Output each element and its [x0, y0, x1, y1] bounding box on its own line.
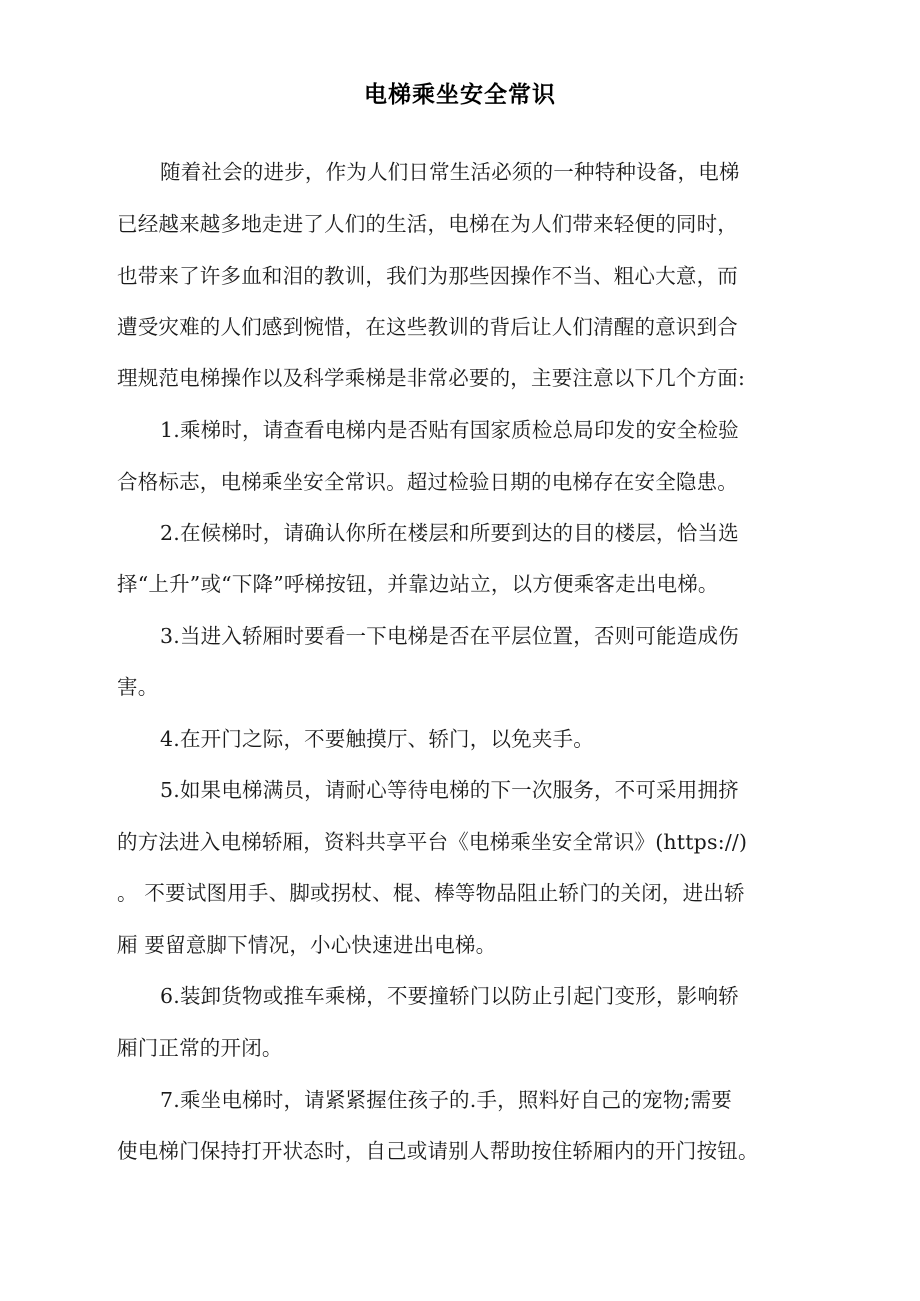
intro-line-1: 随着社会的进步，作为人们日常生活必须的一种特种设备，电梯	[160, 160, 740, 184]
item-6-line-1: 6.装卸货物或推车乘梯，不要撞轿门以防止引起门变形，影响轿	[160, 984, 739, 1008]
item-6-line-2: 厢门正常的开闭。	[117, 1036, 283, 1060]
document-title: 电梯乘坐安全常识	[364, 82, 556, 108]
item-3-line-1: 3.当进入轿厢时要看一下电梯是否在平层位置，否则可能造成伤	[160, 624, 739, 648]
intro-line-4: 遭受灾难的人们感到惋惜，在这些教训的背后让人们清醒的意识到合	[117, 315, 738, 339]
item-2-line-1: 2.在候梯时，请确认你所在楼层和所要到达的目的楼层，恰当选	[160, 521, 739, 545]
item-7-line-2: 使电梯门保持打开状态时，自己或请别人帮助按住轿厢内的开门按钮。	[117, 1139, 759, 1163]
item-1-line-2: 合格标志，电梯乘坐安全常识。超过检验日期的电梯存在安全隐患。	[117, 470, 738, 494]
intro-line-5: 理规范电梯操作以及科学乘梯是非常必要的，主要注意以下几个方面:	[117, 366, 746, 390]
item-5-line-4: 厢 要留意脚下情况，小心快速进出电梯。	[117, 933, 497, 957]
item-4-line-1: 4.在开门之际，不要触摸厅、轿门，以免夹手。	[160, 727, 594, 751]
intro-line-2: 已经越来越多地走进了人们的生活，电梯在为人们带来轻便的同时，	[117, 212, 738, 236]
item-1-line-1: 1.乘梯时，请查看电梯内是否贴有国家质检总局印发的安全检验	[160, 418, 739, 442]
item-5-line-3: 。 不要试图用手、脚或拐杖、棍、棒等物品阻止轿门的关闭，进出轿	[117, 881, 745, 905]
item-2-line-2: 择“上升”或“下降”呼梯按钮，并靠边站立，以方便乘客走出电梯。	[117, 572, 719, 596]
intro-line-3: 也带来了许多血和泪的教训，我们为那些因操作不当、粗心大意，而	[117, 264, 738, 288]
item-7-line-1: 7.乘坐电梯时，请紧紧握住孩子的.手，照料好自己的宠物;需要	[160, 1088, 732, 1112]
item-5-line-1: 5.如果电梯满员，请耐心等待电梯的下一次服务，不可采用拥挤	[160, 778, 739, 802]
item-3-line-2: 害。	[117, 675, 159, 699]
item-5-line-2: 的方法进入电梯轿厢，资料共享平台《电梯乘坐安全常识》(https://)	[117, 830, 748, 854]
